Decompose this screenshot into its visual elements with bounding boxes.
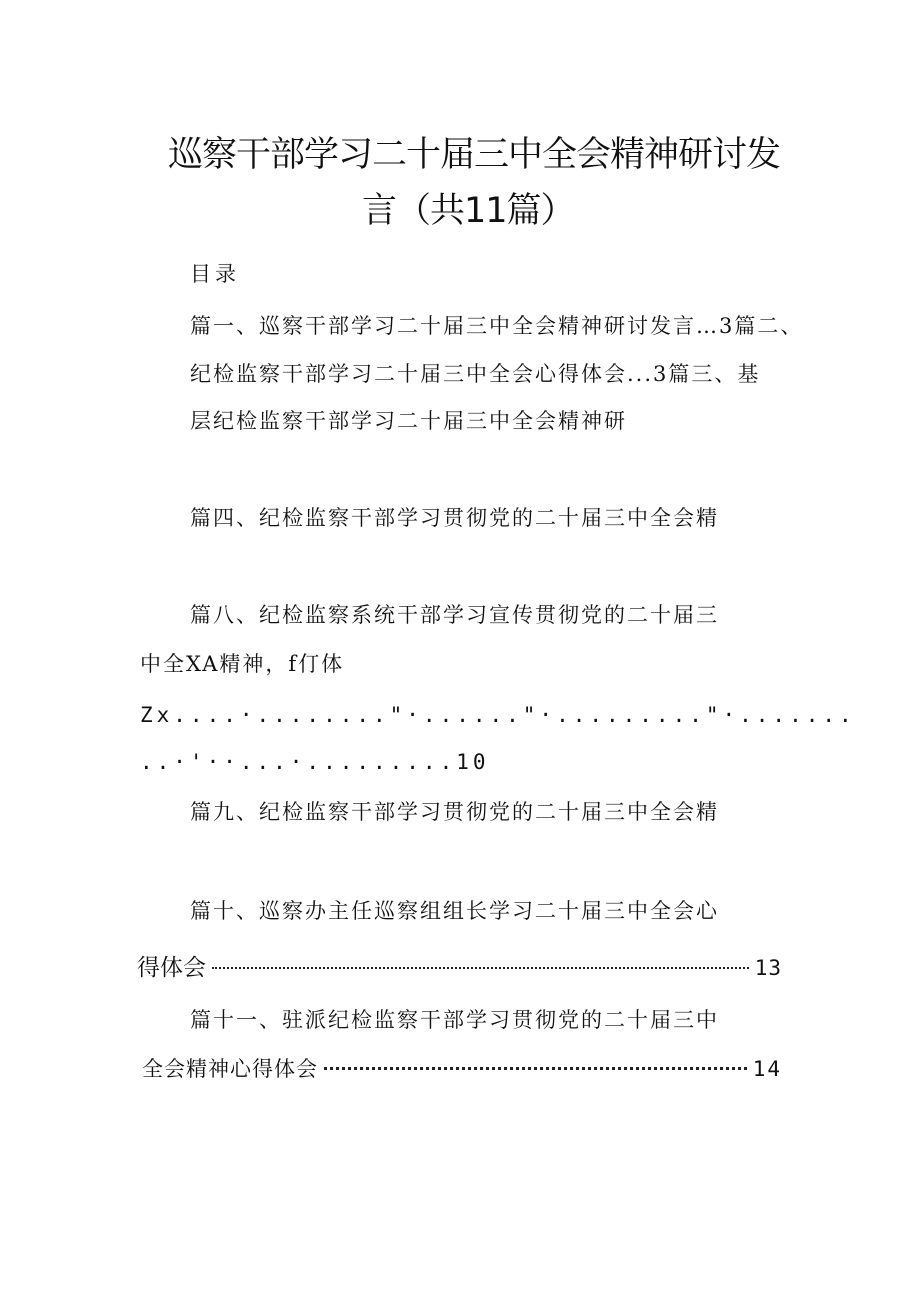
toc-line: 篇八、纪检监察系统干部学习宣传贯彻党的二十届三 xyxy=(190,603,719,627)
toc-page-number: 13 xyxy=(754,956,782,980)
toc-leader-line: Zx....·........"·......"·........."·....... xyxy=(140,703,856,727)
toc-entry-14 xyxy=(142,1054,782,1084)
toc-line: 篇一、巡察干部学习二十届三中全会精神研讨发言…3篇二、 xyxy=(190,314,804,338)
toc-heading: 目录 xyxy=(190,262,240,286)
toc-entry-13 xyxy=(137,953,782,983)
toc-line: 篇十、巡察办主任巡察组组长学习二十届三中全会心 xyxy=(190,899,719,923)
toc-line: 篇十一、驻派纪检监察干部学习贯彻党的二十届三中 xyxy=(190,1008,719,1032)
toc-line: 层纪检监察干部学习二十届三中全会精神研 xyxy=(190,409,627,433)
document-title-line-2: 言（共11篇） xyxy=(362,191,575,231)
toc-entry-text: 得体会 xyxy=(137,955,206,981)
toc-line: 中全XA精神，f仃体 xyxy=(140,652,345,676)
toc-line: 篇九、纪检监察干部学习贯彻党的二十届三中全会精 xyxy=(190,800,719,824)
dot-leader xyxy=(324,1067,747,1070)
toc-line: 纪检监察干部学习二十届三中全会心得体会...3篇三、基 xyxy=(190,362,761,386)
toc-leader-line: ..·'··...·.........10 xyxy=(140,750,490,774)
document-title-line-1: 巡察干部学习二十届三中全会精神研讨发 xyxy=(168,135,781,175)
toc-entry-text: 全会精神心得体会 xyxy=(142,1057,318,1081)
dot-leader xyxy=(212,967,749,969)
toc-page-number: 14 xyxy=(752,1057,782,1081)
toc-line: 篇四、纪检监察干部学习贯彻党的二十届三中全会精 xyxy=(190,506,719,530)
